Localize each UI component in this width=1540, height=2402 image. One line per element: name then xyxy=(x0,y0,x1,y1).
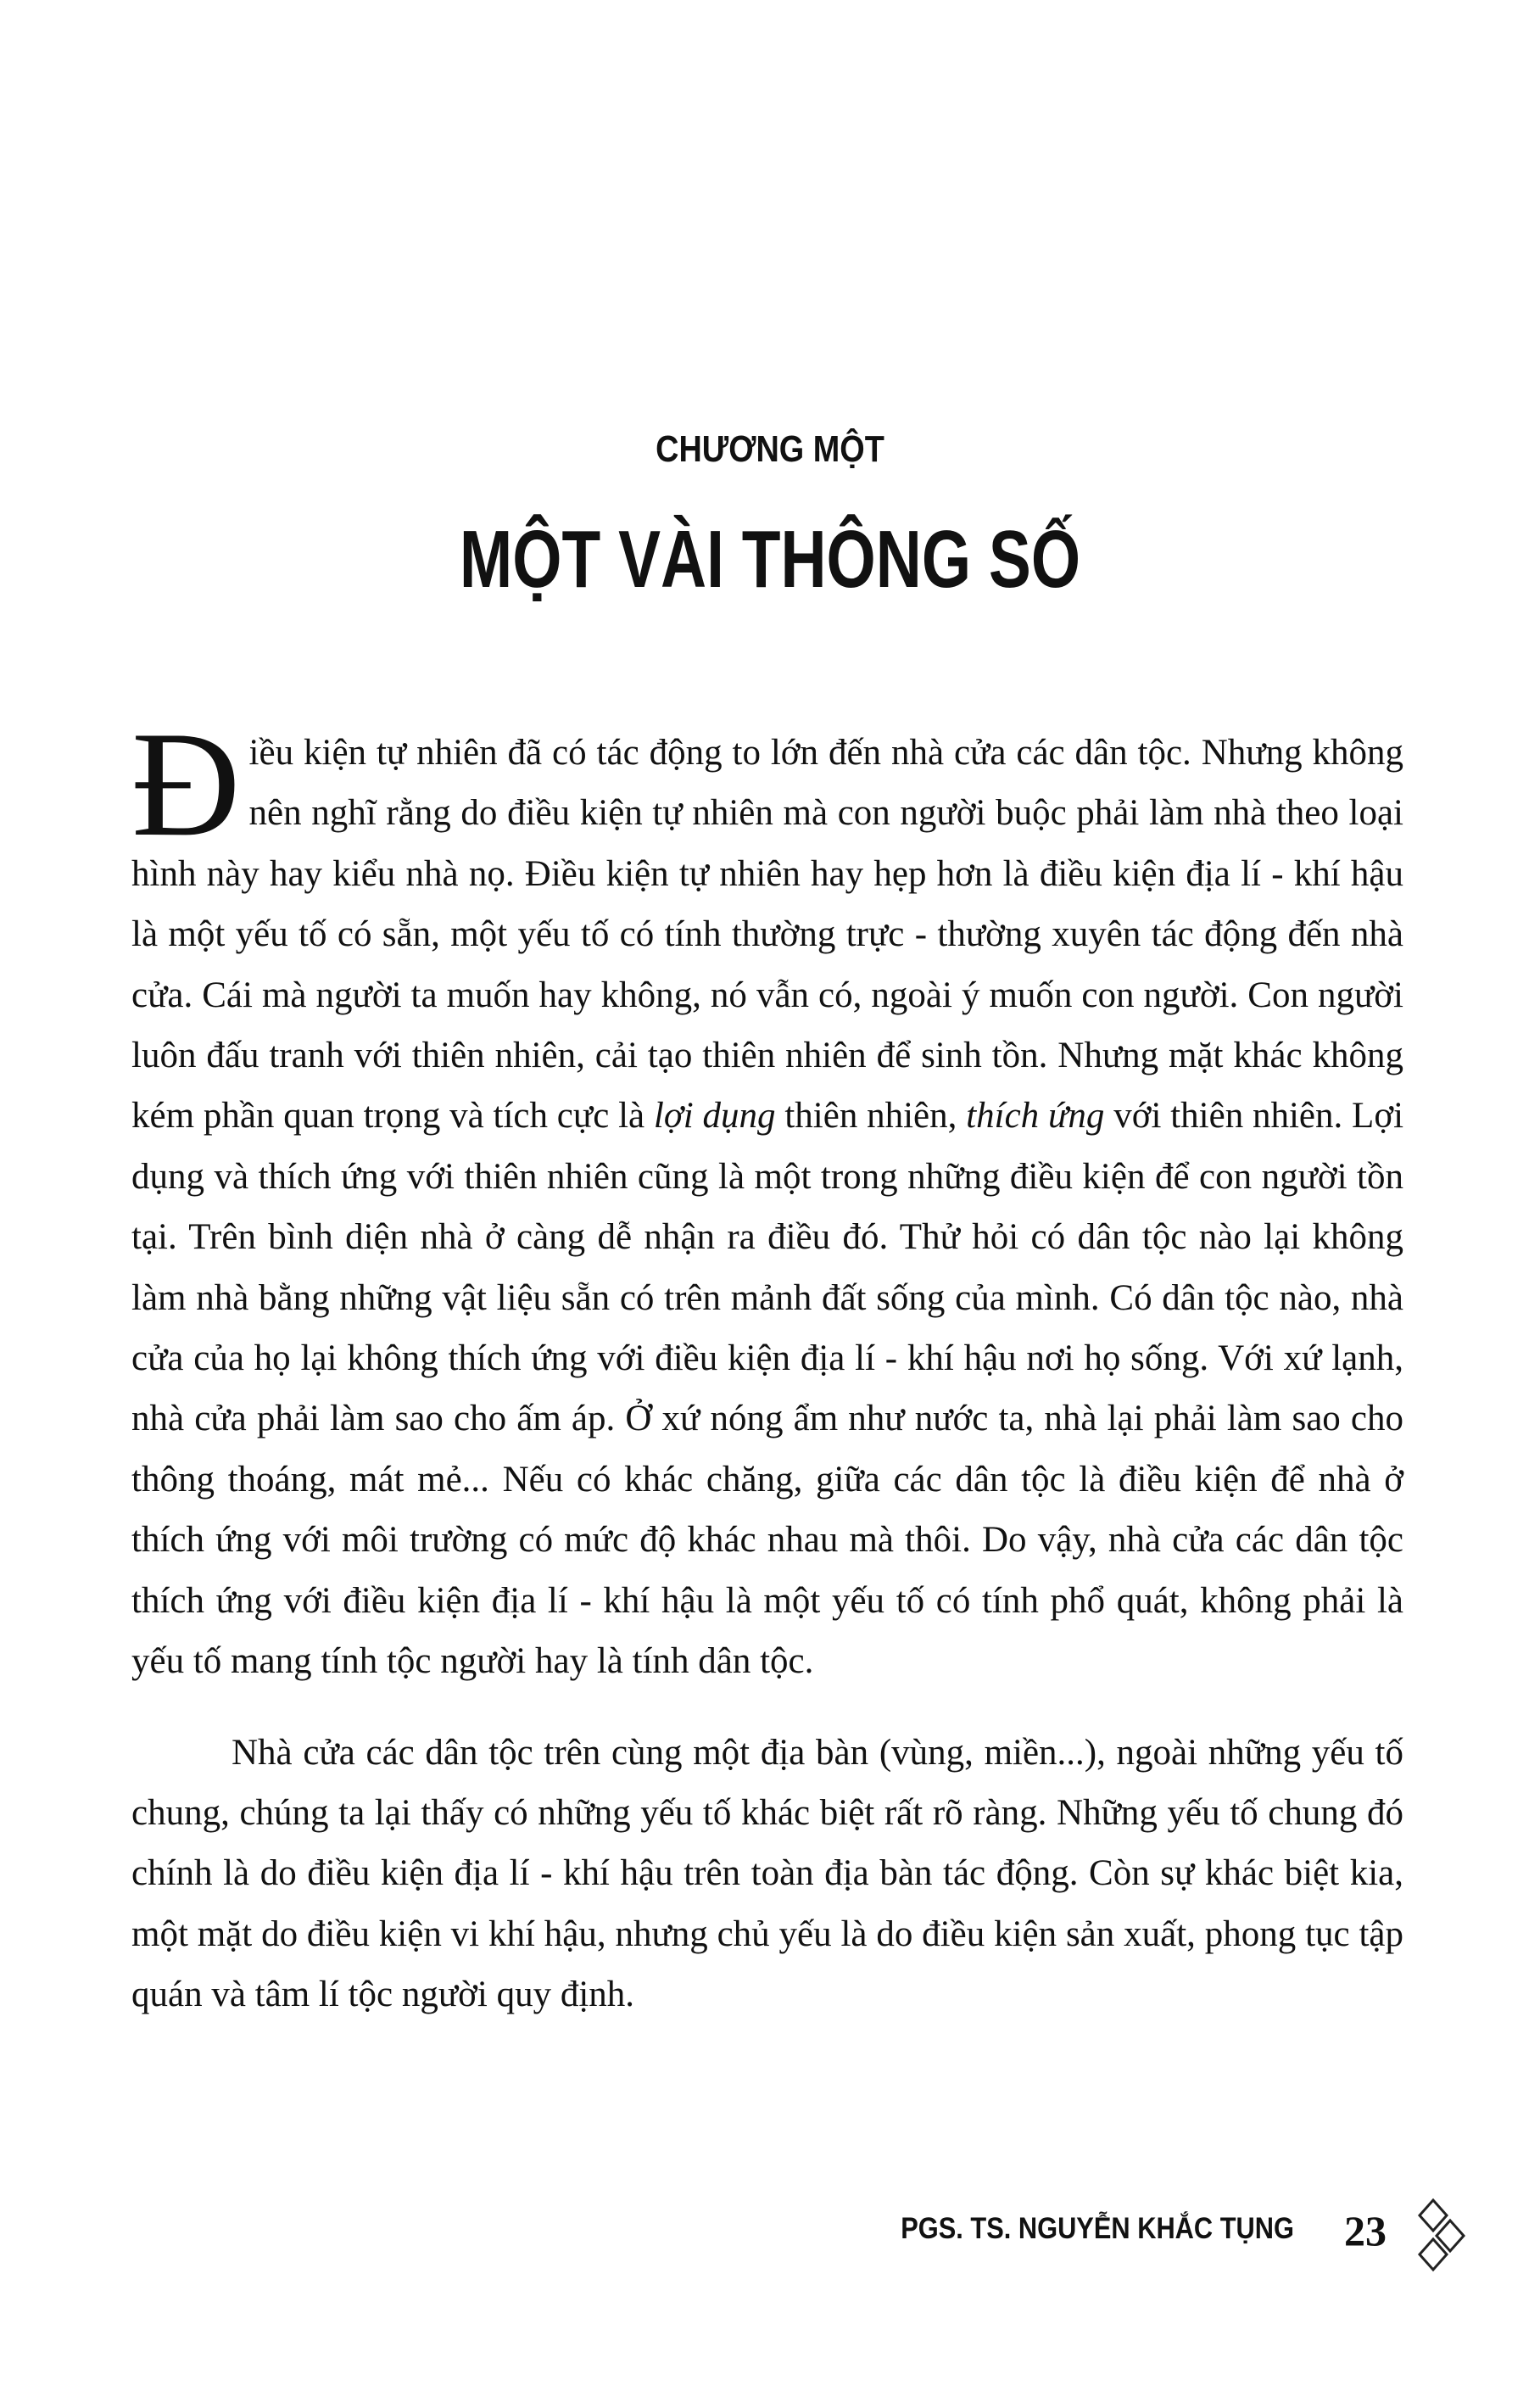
chapter-title: MỘT VÀI THÔNG SỐ xyxy=(459,514,1081,605)
paragraph-2: Nhà cửa các dân tộc trên cùng một địa bàn (vùng, miền...), ngoài những yếu tố chung, chúng ta lại thấy có những yếu tố khác biệt rất rõ ràng. Những yếu tố chung đó chính là do điều kiện địa lí - khí hậu trên toàn địa bàn tác động. Còn sự khác biệt kia, một mặt do điều kiện vi khí hậu, nhưng chủ yếu là do điều kiện sản xuất, phong tục tập quán và tâm lí tộc người quy định. xyxy=(131,1732,1403,2015)
drop-cap: Đ xyxy=(131,700,241,868)
body-text xyxy=(131,700,1404,2025)
paragraph-1-italic-thich-ung: thích ứng xyxy=(966,1096,1105,1137)
page-footer xyxy=(0,2205,1540,2273)
chapter-label: CHƯƠNG MỘT xyxy=(656,428,884,470)
paragraph-1-text-a: iều kiện tự nhiên đã có tác động to lớn đến nhà cửa các dân tộc. Nhưng không nên nghĩ rằng do điều kiện tự nhiên mà con người buộc phải làm nhà theo loại hình này hay kiểu nhà nọ. Điều kiện tự nhiên hay hẹp hơn là điều kiện địa lí - khí hậu là một yếu tố có sẵn, một yếu tố có tính thường trực - thường xuyên tác động đến nhà cửa. Cái mà người ta muốn hay không, nó vẫn có, ngoài ý muốn con người. Con người luôn đấu tranh với thiên nhiên, cải tạo thiên nhiên để sinh tồn. Nhưng mặt khác không kém phần quan trọng và tích cực là xyxy=(131,733,1403,1137)
footer-author: PGS. TS. NGUYỄN KHẮC TỤNG xyxy=(901,2212,1294,2245)
paragraph-1-text-c: với thiên nhiên. Lợi dụng và thích ứng với thiên nhiên cũng là một trong những điều kiện để con người tồn tại. Trên bình diện nhà ở càng dễ nhận ra điều đó. Thử hỏi có dân tộc nào lại không làm nhà bằng những vật liệu sẵn có trên mảnh đất sống của mình. Có dân tộc nào, nhà cửa của họ lại không thích ứng với điều kiện địa lí - khí hậu nơi họ sống. Với xứ lạnh, nhà cửa phải làm sao cho ấm áp. Ở xứ nóng ẩm như nước ta, nhà lại phải làm sao cho thông thoáng, mát mẻ... Nếu có khác chăng, giữa các dân tộc là điều kiện để nhà ở thích ứng với môi trường có mức độ khác nhau mà thôi. Do vậy, nhà cửa các dân tộc thích ứng với điều kiện địa lí - khí hậu là một yếu tố có tính phổ quát, không phải là yếu tố mang tính tộc người hay là tính dân tộc. xyxy=(131,1096,1404,1682)
paragraph-1 xyxy=(131,700,1404,1692)
paragraph-1-text-b: thiên nhiên, xyxy=(775,1096,967,1137)
diamond-cluster-icon xyxy=(1399,2197,1467,2273)
paragraph-1-italic-loi-dung: lợi dụng xyxy=(653,1096,776,1137)
page-number: 23 xyxy=(1344,2207,1387,2254)
